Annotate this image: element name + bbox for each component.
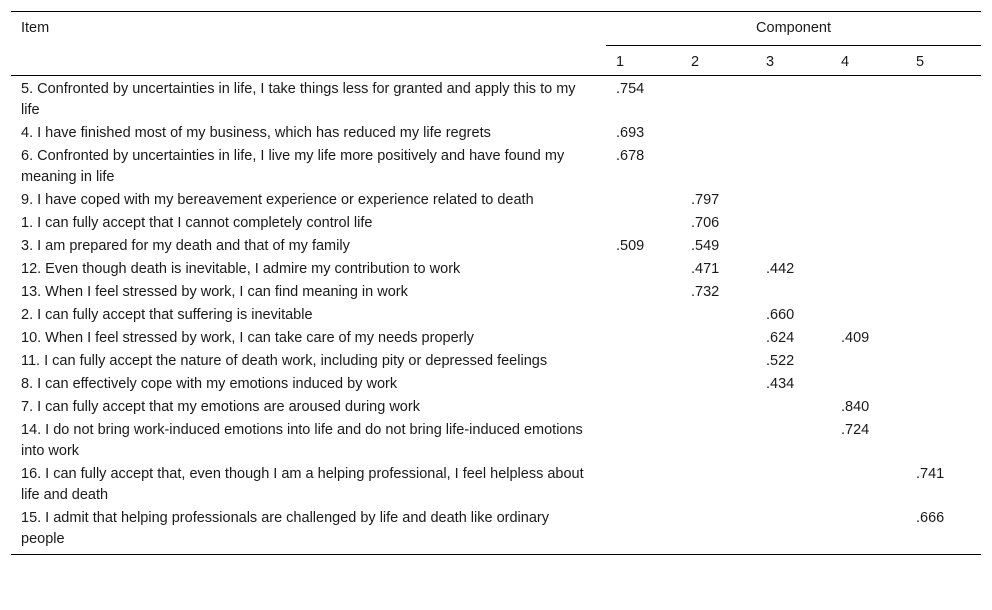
loading-value-component-4	[831, 145, 906, 189]
loading-value-component-5	[906, 145, 981, 189]
loading-value-component-4	[831, 373, 906, 396]
loading-value-component-4	[831, 189, 906, 212]
table-row	[11, 281, 981, 304]
table-row	[11, 507, 981, 555]
table-row	[11, 396, 981, 419]
loading-value-component-5	[906, 419, 981, 463]
loading-value-component-5	[906, 235, 981, 258]
item-column-header-blank	[11, 46, 606, 76]
loading-value-component-1: .693	[616, 125, 645, 141]
loading-value-component-5	[906, 281, 981, 304]
loading-value-component-2	[681, 304, 756, 327]
loading-value-component-4	[831, 281, 906, 304]
table-row	[11, 304, 981, 327]
loading-value-component-2: .706	[691, 215, 720, 231]
item-text: 11. I can fully accept the nature of death work, including pity or depressed feelings	[21, 353, 548, 369]
loading-value-component-3	[756, 189, 831, 212]
loading-value-component-4	[831, 235, 906, 258]
loading-value-component-1: .509	[616, 238, 645, 254]
component-number-2: 2	[681, 46, 756, 76]
item-column-header: Item	[11, 12, 606, 46]
component-number-5: 5	[906, 46, 981, 76]
loading-value-component-2	[681, 396, 756, 419]
loading-value-component-2: .797	[691, 192, 720, 208]
table-body	[11, 76, 981, 555]
loading-value-component-3	[756, 76, 831, 123]
loading-value-component-3: .660	[766, 307, 795, 323]
item-text: 9. I have coped with my bereavement experience or experience related to death	[21, 192, 534, 208]
item-text: 15. I admit that helping professionals are challenged by life and death like ordinary people	[11, 507, 606, 555]
loading-value-component-1	[606, 350, 681, 373]
loading-value-component-2	[681, 350, 756, 373]
loading-value-component-3	[756, 281, 831, 304]
loading-value-component-4	[831, 122, 906, 145]
loading-value-component-3	[756, 463, 831, 507]
loading-value-component-5	[906, 122, 981, 145]
item-text: 16. I can fully accept that, even though I am a helping professional, I feel helpless about life and death	[21, 466, 584, 503]
loading-value-component-1	[606, 327, 681, 350]
loading-value-component-2: .471	[691, 261, 720, 277]
loading-value-component-2	[681, 373, 756, 396]
table-row	[11, 373, 981, 396]
loading-value-component-1: .754	[616, 81, 645, 97]
loading-value-component-4: .840	[841, 399, 870, 415]
component-number-3: 3	[756, 46, 831, 76]
table-row	[11, 122, 981, 145]
loading-value-component-3	[756, 507, 831, 555]
loading-value-component-4	[831, 212, 906, 235]
loading-value-component-3	[756, 396, 831, 419]
loading-value-component-3: .442	[766, 261, 795, 277]
loading-value-component-5	[906, 258, 981, 281]
component-number-1: 1	[606, 46, 681, 76]
loading-value-component-5	[906, 76, 981, 123]
loading-value-component-5	[906, 350, 981, 373]
loading-value-component-5: .666	[906, 507, 981, 555]
table-row	[11, 189, 981, 212]
loading-value-component-2	[681, 327, 756, 350]
loading-value-component-4	[831, 258, 906, 281]
item-text: 7. I can fully accept that my emotions are aroused during work	[21, 399, 420, 415]
table-row	[11, 76, 981, 123]
loading-value-component-4	[831, 304, 906, 327]
loading-value-component-1	[606, 258, 681, 281]
item-text: 12. Even though death is inevitable, I admire my contribution to work	[21, 261, 461, 277]
loading-value-component-4: .724	[841, 422, 870, 438]
loading-value-component-5: .741	[916, 466, 945, 482]
loading-value-component-1	[606, 507, 681, 555]
loading-value-component-1	[606, 189, 681, 212]
loading-value-component-1	[606, 373, 681, 396]
loading-value-component-5	[906, 189, 981, 212]
item-text: 5. Confronted by uncertainties in life, I take things less for granted and apply this to my life	[21, 81, 576, 118]
loading-value-component-4	[831, 350, 906, 373]
loading-value-component-3: .624	[766, 330, 795, 346]
loading-value-component-3	[756, 212, 831, 235]
loading-value-component-2	[681, 507, 756, 555]
loading-value-component-1	[606, 304, 681, 327]
loading-value-component-5	[906, 373, 981, 396]
loading-value-component-1	[606, 419, 681, 463]
factor-loadings-table	[11, 11, 981, 555]
loading-value-component-2	[681, 122, 756, 145]
table-row	[11, 463, 981, 507]
table-row	[11, 145, 981, 189]
table-row	[11, 419, 981, 463]
table-row	[11, 327, 981, 350]
loading-value-component-3	[756, 419, 831, 463]
loading-value-component-4	[831, 463, 906, 507]
loading-value-component-5	[906, 304, 981, 327]
loading-value-component-3	[756, 122, 831, 145]
table-row	[11, 235, 981, 258]
loading-value-component-3: .522	[766, 353, 795, 369]
loading-value-component-2	[681, 463, 756, 507]
table-row	[11, 258, 981, 281]
loading-value-component-2	[681, 76, 756, 123]
loading-value-component-4: .409	[841, 330, 870, 346]
table-header	[11, 12, 981, 76]
item-text: 2. I can fully accept that suffering is inevitable	[21, 307, 313, 323]
item-text: 14. I do not bring work-induced emotions into life and do not bring life-induced emotions into work	[21, 422, 583, 459]
loading-value-component-5	[906, 327, 981, 350]
item-text: 6. Confronted by uncertainties in life, I live my life more positively and have found my meaning in life	[21, 148, 565, 185]
loading-value-component-2	[681, 145, 756, 189]
loading-value-component-4	[831, 507, 906, 555]
loading-value-component-4	[831, 76, 906, 123]
item-text: 8. I can effectively cope with my emotions induced by work	[21, 376, 398, 392]
loading-value-component-3	[756, 145, 831, 189]
loading-value-component-2: .732	[691, 284, 720, 300]
table-row	[11, 212, 981, 235]
loading-value-component-1	[606, 212, 681, 235]
loading-value-component-2: .549	[691, 238, 720, 254]
loading-value-component-5	[906, 396, 981, 419]
loading-value-component-3	[756, 235, 831, 258]
loading-value-component-1	[606, 281, 681, 304]
item-text: 4. I have finished most of my business, which has reduced my life regrets	[21, 125, 491, 141]
loading-value-component-1	[606, 396, 681, 419]
loading-value-component-2	[681, 419, 756, 463]
component-number-4: 4	[831, 46, 906, 76]
item-text: 1. I can fully accept that I cannot completely control life	[21, 215, 373, 231]
loadings-table-container	[11, 11, 981, 555]
loading-value-component-3: .434	[766, 376, 795, 392]
item-text: 13. When I feel stressed by work, I can find meaning in work	[21, 284, 408, 300]
loading-value-component-1: .678	[616, 148, 645, 164]
item-text: 10. When I feel stressed by work, I can take care of my needs properly	[21, 330, 474, 346]
component-column-header: Component	[606, 12, 981, 46]
table-row	[11, 350, 981, 373]
loading-value-component-5	[906, 212, 981, 235]
item-text: 3. I am prepared for my death and that of my family	[21, 238, 350, 254]
loading-value-component-1	[606, 463, 681, 507]
